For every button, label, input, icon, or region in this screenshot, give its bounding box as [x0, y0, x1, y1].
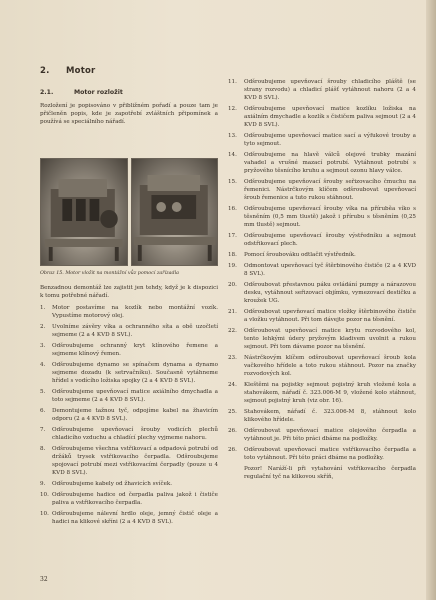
- subsection-number: 2.1.: [40, 89, 54, 96]
- list-item: 3. Odšroubujeme ochranný kryt klínového řemene a sejmeme klínový řemen.: [40, 343, 218, 357]
- section-title: Motor: [66, 66, 96, 76]
- list-item: 8. Odšroubujeme všechna vstřikovací a odpadová potrubí od držáků trysek vstřikovacího čerpadla. Odšroubujeme spojovací potrubí mezi vstřikovacími čerpadly (pouze u 4 KVD 8 SVL).: [40, 446, 218, 476]
- list-item: 2. Uvolníme závěry víka a ochranného síta a obě uzočletí sejmeme (2 a 4 KVD 8 SVL).: [40, 324, 218, 338]
- list-item: 1. Motor postavíme na kozlík nebo montážní vozík. Vypustíme motorový olej.: [40, 305, 218, 319]
- list-item: 20. Odšroubovat přestavnou páku ovládání pumpy a nárazovou desku, vytáhnout seřizovací objímku, vymezovací destičku a kroužek UG.: [228, 282, 416, 304]
- left-column: [40, 284, 218, 529]
- list-item: 5. Odšroubujeme upevňovací matice axiálního dmychadla a toto sejmeme (2 a 4 KVD 8 SVL).: [40, 389, 218, 403]
- lead-paragraph: Benzadnou demontáž lze zajistit jen tehdy, když je k dispozici k tomu potřebné nářadí.: [40, 285, 218, 299]
- list-item: Pozor! Naráží-li při vytahování vstřikovacího čerpadla regulační tyč na klikovou skříň,: [244, 466, 416, 480]
- intro-paragraph: Rozložení je popisováno v přibližném pořadí a pouze tam je přičleněn popis, kde je zapotřebí zvláštních připomínek a používá se speciálního nářadí.: [40, 103, 218, 125]
- list-item: 7. Odšroubujeme upevňovací šrouby vodicích plechů chladicího vzduchu a chladící plechy vyjmeme nahoru.: [40, 427, 218, 441]
- subsection-title: Motor rozložit: [74, 89, 123, 96]
- right-column: [228, 78, 416, 484]
- list-item: 25. Stahovákem, nářadí č. 323.006-M 8, stáhnout kolo klikového hřídele.: [228, 409, 416, 423]
- list-item: 9. Odšroubujeme kabely od žhavicích svíček.: [40, 481, 173, 487]
- page-spine: [426, 0, 436, 600]
- list-item: 16. Odšroubujeme upevňovací šrouby víka na příruběa víko s těsněním (0,5 mm tlustě) jakož i přírubu s těsněním (0,25 mm tlustě) sejmout.: [228, 206, 416, 228]
- page-number: 32: [40, 576, 48, 583]
- list-item: 14. Odšroubujeme na hlavě válců olejové trubky mazání vahadel a vrušné mazací potrubí. Vytáhnout potrubí s pryžového těsnícího kruhu a sejmout ozonu hlavy válce.: [228, 152, 416, 174]
- left-step-list: [40, 304, 218, 526]
- subsection-heading: [40, 89, 123, 96]
- engine-photo-right: [131, 158, 219, 266]
- list-item: 10. Odšroubujeme hadice od čerpadla paliva jakož i čističe paliva a vstřikovacího čerpadla.: [40, 492, 218, 506]
- list-item: 11. Odšroubujeme upevňovací šrouby chladicího pláště (se strany rozvodu) a chladicí plášť vytáhnout nahoru (2 a 4 KVD 8 SVL).: [228, 79, 416, 101]
- list-item: 26. Odšroubovat upevňovací matice vstřikovacího čerpadla a toto vytáhnout. Při této práci dbáme na podložky.: [228, 447, 416, 461]
- figure-caption: Obraz 15. Motor vložit na montážní vůz pomocí zařízadla: [40, 271, 179, 276]
- list-item: 6. Demontujeme tažnou tyč, odpojíme kabel na žhavicím odporu (2 a 4 KVD 8 SVL).: [40, 408, 218, 422]
- list-item: 13. Odšroubujeme upevňovací matice sací a výfukové trouby a tyto sejmout.: [228, 133, 416, 147]
- list-item: 18. Pomocí šroubováku odtlačit výstředník.: [228, 252, 356, 258]
- section-number: 2.: [40, 66, 50, 76]
- section-heading: [40, 66, 95, 76]
- list-item: 4. Odšroubujeme dynamo se spínačem dynama a dynamo sejmeme dozadu (k setrvačníku). Současně vytáhneme hřídel s vodícího ložiska spojky (2 a 4 KVD 8 SVL).: [40, 362, 218, 384]
- list-item: 23. Nástrčkovým klíčem odšroubovat upevňovací šroub kola vačkového hřídele a toto rukou stáhnout. Pozor na značky rozvodových kol.: [228, 355, 416, 377]
- list-item: 12. Odšroubujeme upevňovací matice kozlíku ložiska na axiálním dmychadle a kozlík s čističem paliva sejmout (2 a 4 KVD 8 SVL).: [228, 106, 416, 128]
- list-item: 22. Odšroubovat upevňovací matice krytu rozvodového kol, tento lehkými údery pryžovým kladivem uvolnit a rukou sejmout. Při tom dávame pozor na těsnění.: [228, 328, 416, 350]
- list-item: 15. Odšroubujeme upevňovací šrouby seřizovacího čmuchu na řemenici. Nástrčkovým klíčem odšroubovat upevňovací šroub řemenice a tuto rukou stáhnout.: [228, 179, 416, 201]
- engine-photo: [40, 158, 218, 266]
- list-item: 10. Odšroubujeme nálevní hrdlo oleje, jemný čistič oleje a hadici na klikové skříni (2 a 4 KVD 8 SVL).: [40, 511, 218, 525]
- engine-photo-left: [40, 158, 128, 266]
- list-item: 19. Odmontovat upevňovací tyč štěrbinového čističe (2 a 4 KVD 8 SVL).: [228, 263, 416, 277]
- list-item: 24. Kleštěmi na pojistky sejmout pojistný kruh vložené kola a stahovákem, nářadí č. 323.006-M 9, vložené kolo stáhnout, sejmout pojistný kruh (viz obr. 16).: [228, 382, 416, 404]
- list-item: 21. Odšroubovat upevňovací matice vložky štěrbinového čističe a vložku vytáhnout. Při tom dávejte pozor na těsnění.: [228, 309, 416, 323]
- list-item: 26. Odšroubovat upevňovací matice olejového čerpadla a vytáhnout je. Při této práci dbáme na podložky.: [228, 428, 416, 442]
- right-step-list: [228, 78, 416, 481]
- list-item: 17. Odšroubujeme upevňovací šrouby výstředníku a sejmout odstřikovací plech.: [228, 233, 416, 247]
